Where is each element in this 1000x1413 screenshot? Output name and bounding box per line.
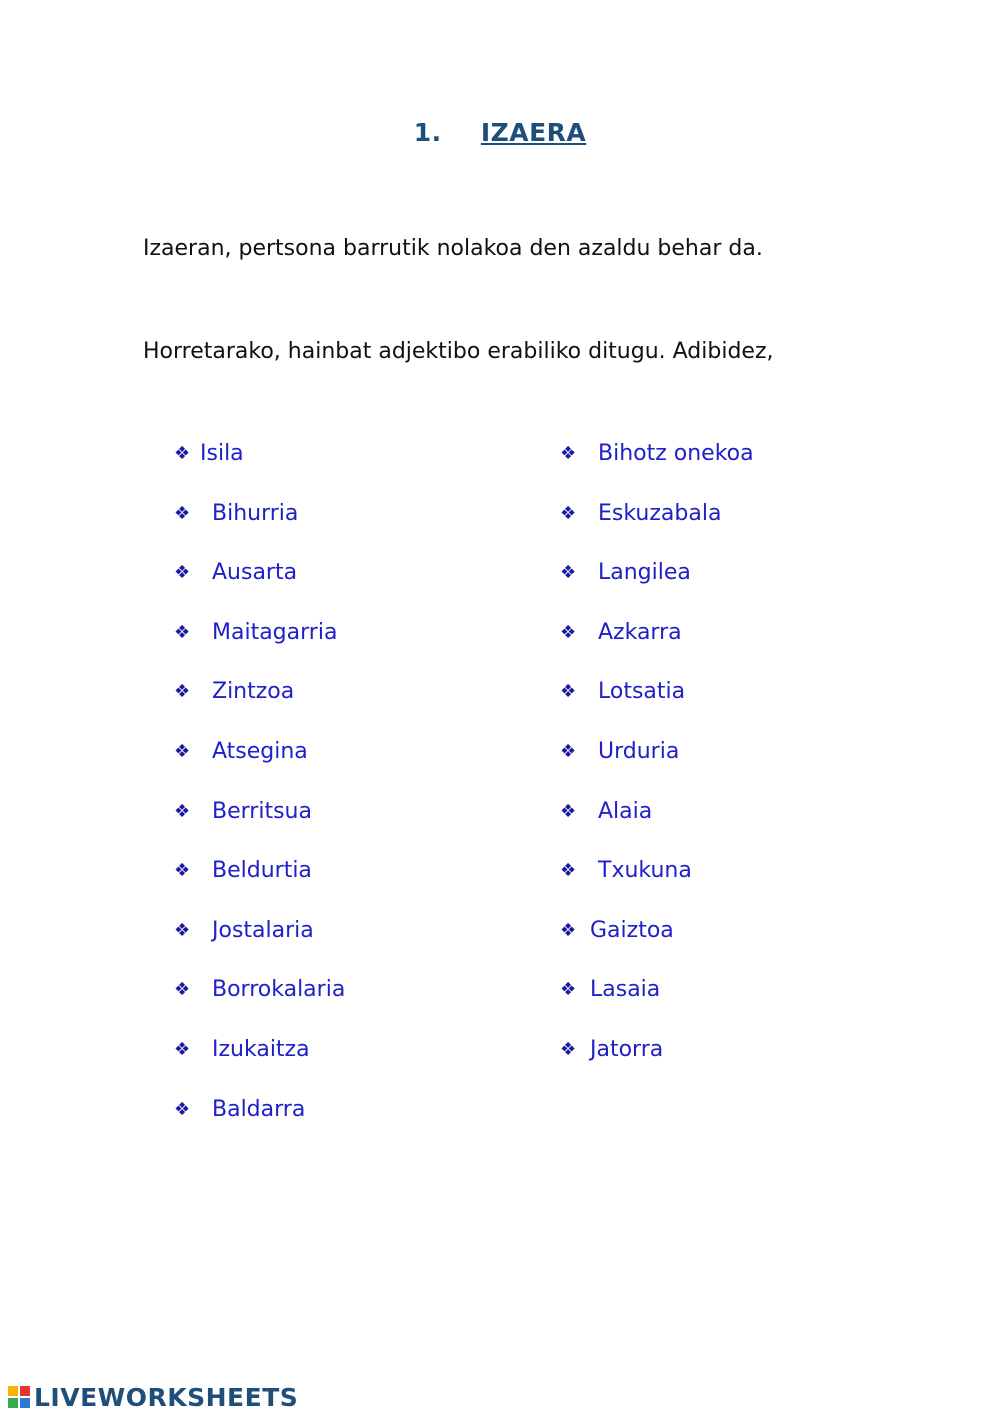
diamond-bullet-icon: ❖: [560, 621, 577, 643]
page-title: [0, 118, 1000, 147]
diamond-bullet-icon: ❖: [560, 443, 577, 464]
diamond-bullet-icon: ❖: [560, 502, 577, 524]
list-item: [174, 553, 345, 613]
list-item: [560, 672, 754, 732]
list-item: [174, 792, 345, 852]
list-item-label: Bihurria: [212, 500, 299, 526]
list-item-label: Alaia: [598, 798, 653, 824]
brand-name: LIVEWORKSHEETS: [34, 1382, 299, 1412]
diamond-bullet-icon: ❖: [174, 562, 191, 584]
list-item: [174, 851, 345, 911]
list-item-label: Jatorra: [590, 1036, 664, 1062]
section-number: 1.: [413, 118, 442, 147]
diamond-bullet-icon: ❖: [174, 502, 191, 524]
list-item: [560, 970, 754, 1030]
list-item-label: Berritsua: [212, 798, 312, 824]
list-item-label: Beldurtia: [212, 858, 312, 884]
diamond-bullet-icon: ❖: [174, 919, 191, 941]
list-item-label: Izukaitza: [212, 1036, 310, 1062]
diamond-bullet-icon: ❖: [560, 740, 577, 762]
diamond-bullet-icon: ❖: [560, 860, 577, 882]
section-title: IZAERA: [480, 118, 587, 147]
diamond-bullet-icon: ❖: [560, 800, 577, 822]
list-item-label: Lasaia: [590, 977, 661, 1003]
list-item-label: Gaiztoa: [590, 917, 674, 943]
list-item: [560, 911, 754, 971]
diamond-bullet-icon: ❖: [560, 681, 577, 703]
list-item: [174, 434, 345, 494]
list-item-label: Zintzoa: [212, 679, 295, 705]
diamond-bullet-icon: ❖: [174, 621, 191, 643]
list-item-label: Baldarra: [212, 1096, 306, 1122]
list-item-label: Ausarta: [212, 560, 298, 586]
list-item: [560, 553, 754, 613]
logo-blocks-icon: [8, 1386, 30, 1408]
diamond-bullet-icon: ❖: [174, 979, 191, 1001]
list-item-label: Langilea: [598, 560, 691, 586]
list-item-label: Maitagarria: [212, 619, 338, 645]
diamond-bullet-icon: ❖: [174, 681, 191, 703]
list-item: [174, 732, 345, 792]
list-item: [560, 792, 754, 852]
list-item-label: Jostalaria: [212, 917, 314, 943]
examples-paragraph: Horretarako, hainbat adjektibo erabiliko ditugu. Adibidez,: [143, 339, 774, 364]
list-item-label: Azkarra: [598, 619, 682, 645]
diamond-bullet-icon: ❖: [174, 860, 191, 882]
list-item: [560, 1030, 754, 1090]
diamond-bullet-icon: ❖: [560, 919, 577, 941]
diamond-bullet-icon: ❖: [174, 740, 191, 762]
diamond-bullet-icon: ❖: [174, 443, 191, 464]
list-item-label: Isila: [200, 441, 244, 466]
intro-paragraph: Izaeran, pertsona barrutik nolakoa den azaldu behar da.: [143, 236, 763, 261]
list-item: [174, 970, 345, 1030]
footer-logo[interactable]: [8, 1382, 298, 1412]
list-item-label: Atsegina: [212, 738, 308, 764]
diamond-bullet-icon: ❖: [174, 1038, 191, 1060]
diamond-bullet-icon: ❖: [560, 979, 577, 1001]
diamond-bullet-icon: ❖: [174, 1098, 191, 1120]
list-item: [560, 494, 754, 554]
list-item: [174, 494, 345, 554]
diamond-bullet-icon: ❖: [560, 562, 577, 584]
list-item: [174, 1090, 345, 1150]
list-item: [174, 1030, 345, 1090]
diamond-bullet-icon: ❖: [174, 800, 191, 822]
list-item: [560, 851, 754, 911]
adjective-list-left: [174, 434, 345, 1149]
diamond-bullet-icon: ❖: [560, 1038, 577, 1060]
list-item-label: Lotsatia: [598, 679, 686, 705]
adjective-list-right: [560, 434, 754, 1090]
list-item-label: Borrokalaria: [212, 977, 346, 1003]
list-item: [174, 613, 345, 673]
list-item-label: Eskuzabala: [598, 500, 722, 526]
list-item: [560, 732, 754, 792]
list-item: [174, 911, 345, 971]
list-item-label: Txukuna: [598, 858, 692, 884]
list-item-label: Urduria: [598, 738, 680, 764]
list-item-label: Bihotz onekoa: [598, 441, 754, 466]
list-item: [560, 613, 754, 673]
list-item: [560, 434, 754, 494]
list-item: [174, 672, 345, 732]
